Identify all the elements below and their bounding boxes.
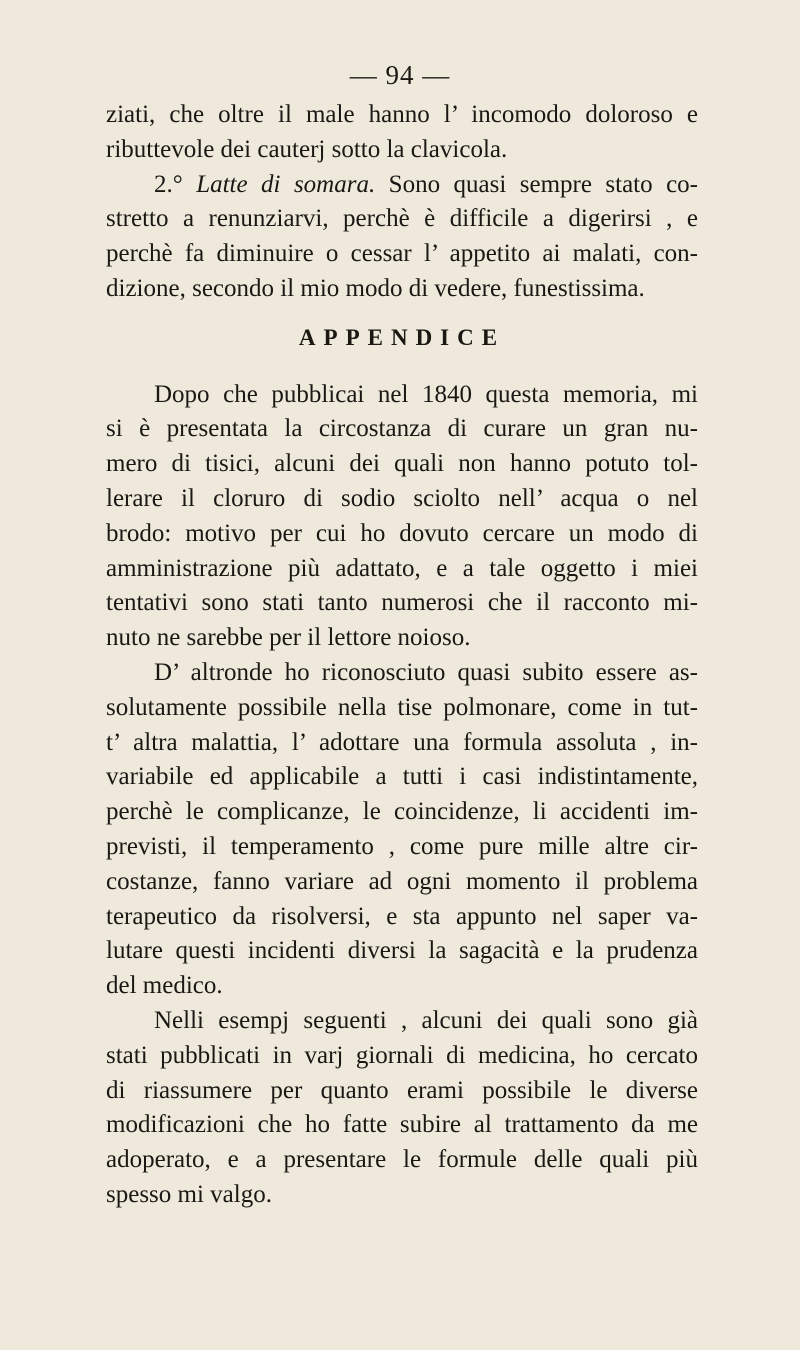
text-line: ributtevole dei cauterj sotto la clavicola. xyxy=(106,135,508,163)
text-line: variabile ed applicabile a tutti i casi indistintamente, xyxy=(106,763,698,791)
text-line: di riassumere per quanto erami possibile le diverse xyxy=(106,1076,698,1104)
text-line: si è presentata la circostanza di curare un gran nu- xyxy=(106,415,698,443)
text-line: stretto a renunziarvi, perchè è difficile a digerirsi , e xyxy=(106,205,698,233)
text-line: del medico. xyxy=(106,972,223,1000)
text-line: dizione, secondo il mio modo di vedere, funestissima. xyxy=(106,274,645,302)
text-line: stati pubblicati in varj giornali di medicina, ho cercato xyxy=(106,1041,698,1069)
text-line: amministrazione più adattato, e a tale oggetto i miei xyxy=(106,554,698,582)
text-line: Dopo che pubblicai nel 1840 questa memoria, mi xyxy=(154,380,698,408)
text-line: perchè le complicanze, le coincidenze, li accidenti im- xyxy=(106,798,698,826)
page-body xyxy=(106,98,698,1213)
text-line: nuto ne sarebbe per il lettore noioso. xyxy=(106,624,471,652)
text-line: Nelli esempj seguenti , alcuni dei quali sono già xyxy=(154,1006,698,1034)
text-line: ziati, che oltre il male hanno l’ incomodo doloroso e xyxy=(106,101,698,128)
text-line: adoperato, e a presentare le formule delle quali più xyxy=(106,1146,698,1174)
text-line: modificazioni che ho fatte subire al trattamento da me xyxy=(106,1111,698,1139)
item-heading-line xyxy=(106,168,698,203)
text-line: previsti, il temperamento , come pure mille altre cir- xyxy=(106,832,698,860)
text-line: spesso mi valgo. xyxy=(106,1180,272,1208)
text-line: D’ altronde ho riconosciuto quasi subito essere as- xyxy=(154,658,698,686)
section-heading: APPENDICE xyxy=(298,324,506,350)
text-line: lutare questi incidenti diversi la sagacità e la prudenza xyxy=(106,937,698,965)
text-line: tentativi sono stati tanto numerosi che il racconto mi- xyxy=(106,589,698,617)
text-line: solutamente possibile nella tise polmonare, come in tut- xyxy=(106,693,698,721)
text-line: t’ altra malattia, l’ adottare una formula assoluta , in- xyxy=(106,728,698,756)
item-title: Latte di somara. xyxy=(196,170,376,198)
text-line: lerare il cloruro di sodio sciolto nell’ acqua o nel xyxy=(106,484,698,512)
page-number: — 94 — xyxy=(349,60,451,90)
item-number: 2.° xyxy=(154,170,183,198)
text-line: costanze, fanno variare ad ogni momento il problema xyxy=(106,867,698,895)
text-line: brodo: motivo per cui ho dovuto cercare un modo di xyxy=(106,519,698,547)
text-line: mero di tisici, alcuni dei quali non hanno potuto tol- xyxy=(106,450,698,478)
text-line: terapeutico da risolversi, e sta appunto nel saper va- xyxy=(106,902,698,930)
text-line: perchè fa diminuire o cessar l’ appetito ai malati, con- xyxy=(106,240,698,268)
item-text: Sono quasi sempre stato co- xyxy=(388,170,698,198)
